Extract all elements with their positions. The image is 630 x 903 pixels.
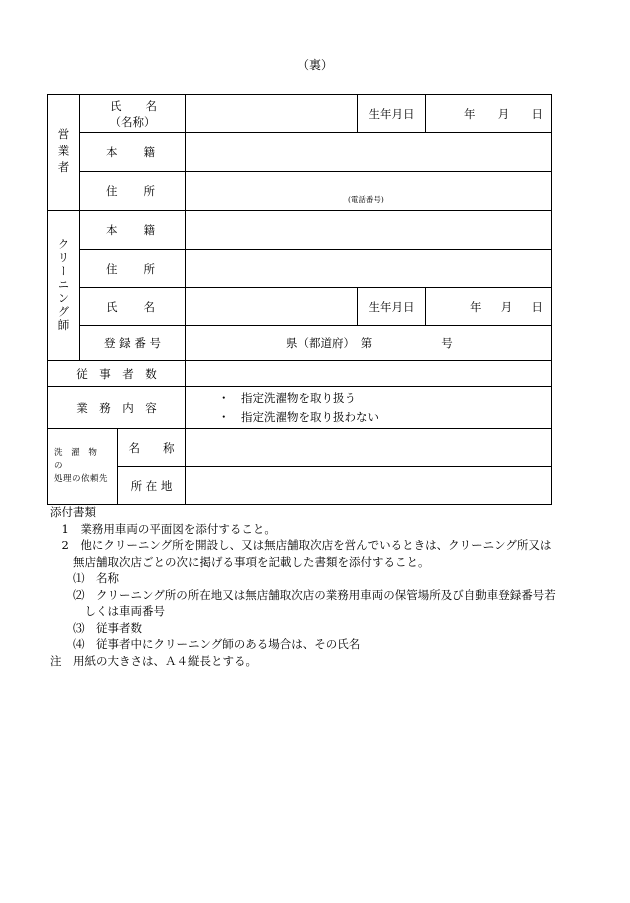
- operator-month-label: 月: [497, 106, 510, 121]
- operator-group-label-cell: [48, 95, 80, 211]
- notes-line: 注 用紙の大きさは、Ａ４縦長とする。: [50, 653, 257, 668]
- employees-label: 従 事 者 数: [48, 361, 186, 387]
- laundry-label-1: 洗 濯 物 の: [54, 448, 100, 471]
- laundry-label-cell: [48, 429, 118, 505]
- cleaner-month-label: 月: [500, 299, 513, 314]
- page-label: （裏）: [296, 58, 333, 72]
- cleaner-year-label: 年: [470, 299, 482, 314]
- notes-line: 2 他にクリーニング所を開設し、又は無店舗取次店を営んでいるときは、クリーニング所又は: [50, 538, 552, 552]
- cleaner-group-label-cell: [48, 211, 80, 361]
- cleaner-honseki-label-2: 籍: [143, 223, 155, 237]
- cleaner-address-label-1: 住: [106, 261, 118, 276]
- cleaner-honseki-label-1: 本: [106, 223, 118, 237]
- operator-honseki-label-2: 籍: [143, 145, 155, 159]
- business-options-cell: [186, 387, 552, 429]
- operator-name-label-cell: [80, 95, 186, 133]
- cleaner-reg-value: 県（都道府） 第 号: [286, 336, 453, 350]
- notes-line: 無店舗取次店ごとの次に掲げる事項を記載した書類を添付すること。: [50, 554, 430, 569]
- operator-address-label-cell: [80, 172, 186, 211]
- cleaner-address-label-2: 所: [143, 261, 155, 276]
- notes-section: [50, 504, 590, 669]
- operator-day-label: 日: [531, 106, 543, 121]
- notes-line: 1 業務用車両の平面図を添付すること。: [50, 521, 276, 536]
- cleaner-reg-field[interactable]: [186, 326, 552, 361]
- cleaner-address-label-cell: [80, 250, 186, 288]
- operator-honseki-field[interactable]: [186, 133, 552, 172]
- operator-name-field[interactable]: [186, 95, 358, 133]
- operator-birth-label: 生年月日: [358, 95, 426, 133]
- cleaner-address-field[interactable]: [186, 250, 552, 288]
- business-option-not-handle[interactable]: ・ 指定洗濯物を取り扱わない: [218, 409, 379, 424]
- operator-name-sub-label: （名称）: [109, 114, 156, 129]
- cleaner-reg-label: 登 録 番 号: [80, 326, 186, 361]
- notes-line: ⑴ 名称: [50, 571, 119, 585]
- business-option-handle[interactable]: ・ 指定洗濯物を取り扱う: [218, 390, 356, 405]
- cleaner-group-label: クリーニング師: [56, 238, 71, 333]
- operator-name-label-2: 名: [145, 98, 157, 113]
- cleaner-day-label: 日: [531, 299, 543, 314]
- laundry-label-2: 処理の依頼先: [54, 474, 109, 484]
- operator-birth-field[interactable]: [426, 95, 552, 133]
- laundry-location-field[interactable]: [186, 467, 552, 505]
- operator-name-label-1: 氏: [110, 98, 122, 113]
- operator-phone-label: (電話番号): [348, 195, 384, 204]
- laundry-name-field[interactable]: [186, 429, 552, 467]
- notes-line: ⑵ クリーニング所の所在地又は無店舗取次店の業務用車両の保管場所及び自動車登録番号若: [50, 587, 556, 602]
- operator-address-label-1: 住: [106, 184, 118, 198]
- laundry-location-label: 所 在 地: [118, 467, 186, 505]
- notes-line: ⑶ 従事者数: [50, 620, 142, 635]
- cleaner-name-label-2: 名: [143, 299, 155, 314]
- employees-field[interactable]: [186, 361, 552, 387]
- operator-year-label: 年: [464, 106, 476, 121]
- cleaner-honseki-field[interactable]: [186, 211, 552, 250]
- operator-group-label: 営業者: [56, 127, 71, 178]
- notes-heading: 添付書類: [50, 505, 96, 519]
- operator-address-label-2: 所: [143, 184, 155, 198]
- application-form-table: [47, 94, 552, 505]
- cleaner-birth-field[interactable]: [426, 288, 552, 326]
- laundry-name-label: 名 称: [118, 429, 186, 467]
- operator-honseki-label-1: 本: [106, 145, 118, 159]
- cleaner-honseki-label-cell: [80, 211, 186, 250]
- operator-address-field[interactable]: [186, 172, 552, 211]
- business-label: 業 務 内 容: [48, 387, 186, 429]
- notes-line: ⑷ 従事者中にクリーニング師のある場合は、その氏名: [50, 637, 361, 651]
- operator-honseki-label-cell: [80, 133, 186, 172]
- cleaner-name-field[interactable]: [186, 288, 358, 326]
- cleaner-name-label-1: 氏: [106, 299, 118, 314]
- notes-line: しくは車両番号: [50, 604, 165, 618]
- cleaner-name-label-cell: [80, 288, 186, 326]
- cleaner-birth-label: 生年月日: [358, 288, 426, 326]
